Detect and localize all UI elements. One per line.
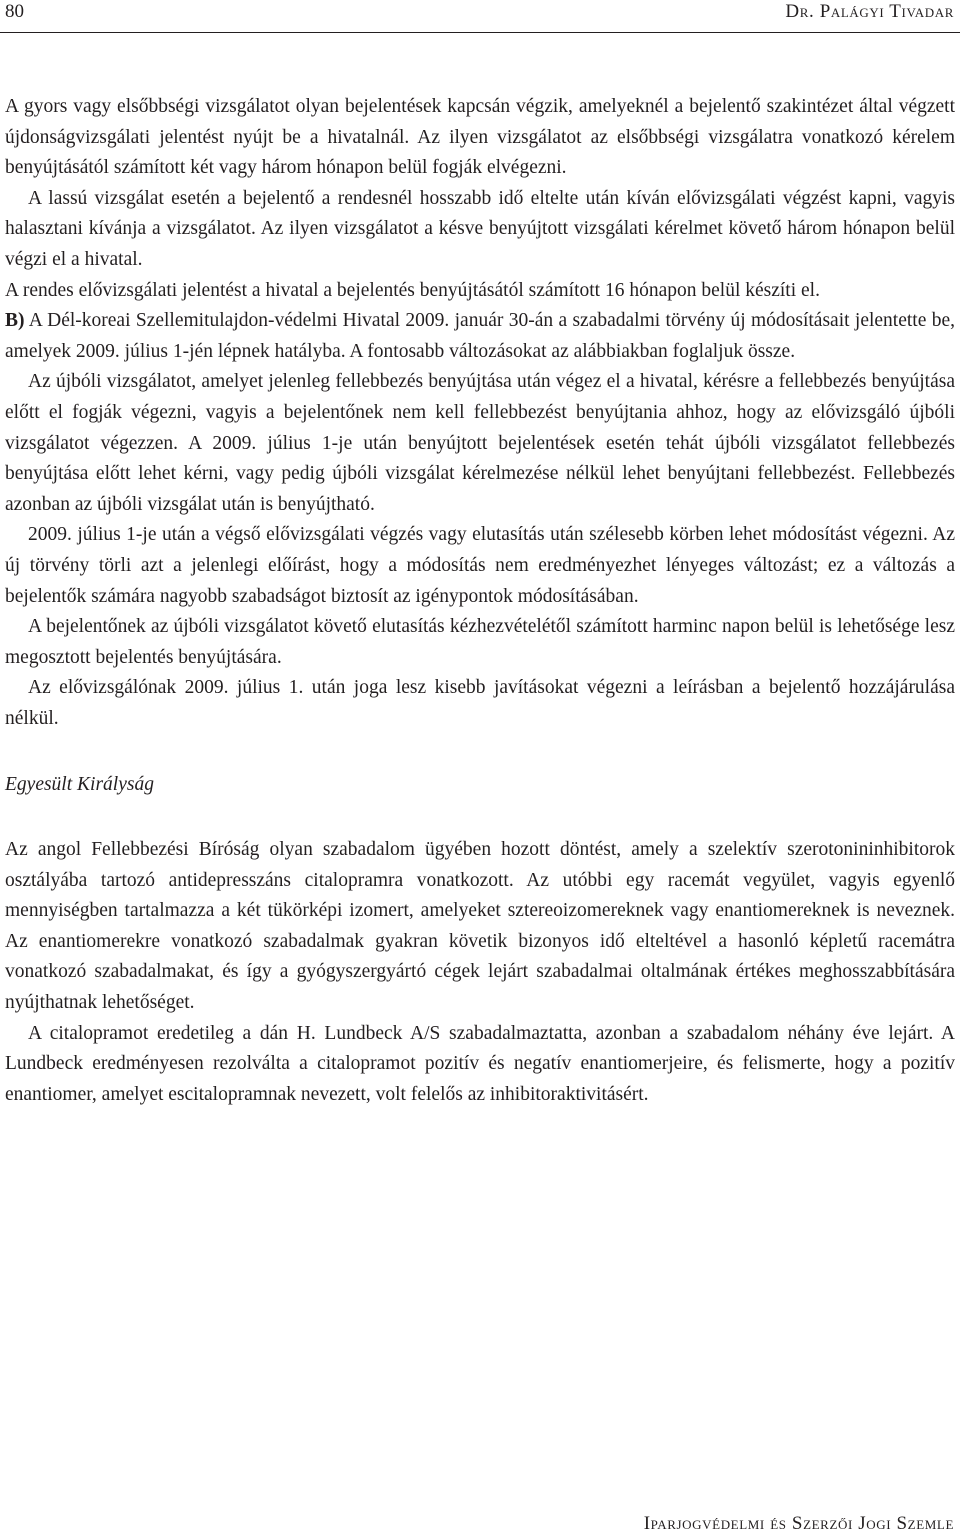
paragraph: A bejelentőnek az újbóli vizsgálatot követő elutasítás kézhezvételétől számított harminc napon belül is lehetősége lesz megosztott bejelentés benyújtására. — [5, 616, 955, 668]
paragraph-text: A Dél-koreai Szellemitulajdon-védelmi Hivatal 2009. január 30-án a szabadalmi törvény új módosításait jelentette be, amelyek 2009. július 1-jén lépnek hatályba. A fontosabb változásokat az alábbiakban foglaljuk össze. — [5, 310, 955, 362]
paragraph: A lassú vizsgálat esetén a bejelentő a rendesnél hosszabb idő eltelte után kíván elővizsgálati végzést kapni, vagyis halasztani kívánja a vizsgálatot. Az ilyen vizsgálatot a késve benyújtott vizsgálati kérelmet követő három hónapon belül végzi el a hivatal. — [5, 187, 955, 270]
header-rule — [0, 32, 960, 33]
paragraph: A citalopramot eredetileg a dán H. Lundbeck A/S szabadalmaztatta, azonban a szabadalom néhány éve lejárt. A Lundbeck eredményesen rezolválta a citalopramot pozitív és negatív enantiomerjeire, és felismerte, hogy a pozitív enantiomer, amelyet escitalopramnak nevezett, volt felelős az inhibitoraktivitásért. — [5, 1022, 955, 1105]
article-body — [5, 92, 955, 1110]
paragraph: A gyors vagy elsőbbségi vizsgálatot olyan bejelentések kapcsán végzik, amelyeknél a bejelentő szakintézet által végzett újdonságvizsgálati jelentést nyújt be a hivatalnál. Az ilyen vizsgálatot az elsőbbségi vizsgálatra vonatkozó kérelem benyújtásától számított két vagy három hónapon belül fogják elvégezni. — [5, 96, 955, 179]
page-header — [0, 0, 960, 28]
paragraph: Az angol Fellebbezési Bíróság olyan szabadalom ügyében hozott döntést, amely a szelektív szerotonininhibitorok osztályába tartozó antidepresszáns citalopramra vonatkozott. Az utóbbi egy racemát vegyület, vagyis egyenlő mennyiségben tartalmazza a két tükörképi izomert, amelyeket sztereoizomereknek vagy enantiomereknek is neveznek. Az enantiomerekre vonatkozó szabadalmak gyakran követik bizonyos idő elteltével a hasonló képletű racemátra vonatkozó szabadalmakat, és így a gyógyszergyártó cégek lejárt szabadalmai oltalmának értékes meghosszabbítására nyújthatnak lehetőséget. — [5, 839, 955, 1014]
paragraph: A rendes elővizsgálati jelentést a hivatal a bejelentés benyújtásától számított 16 hónapon belül készíti el. — [5, 279, 820, 301]
paragraph: 2009. július 1-je után a végső elővizsgálati végzés vagy elutasítás után szélesebb körben lehet módosítást végezni. Az új törvény törli azt a jelenlegi előírást, hogy a módosítás nem eredményezhet lényeges változást; ez a változás a bejelentők számára nagyobb szabadságot biztosít az igénypontok módosításában. — [5, 524, 955, 607]
page-number: 80 — [5, 1, 24, 22]
section-heading: Egyesült Királyság — [5, 774, 154, 796]
paragraph-section-b — [5, 306, 955, 367]
journal-footer: Iparjogvédelmi és Szerzői Jogi Szemle — [643, 1513, 954, 1534]
section-b-label: B) — [5, 310, 25, 332]
running-head-author: Dr. Palágyi Tivadar — [785, 1, 954, 22]
paragraph: Az elővizsgálónak 2009. július 1. után joga lesz kisebb javításokat végezni a leírásban a bejelentő hozzájárulása nélkül. — [5, 677, 955, 729]
paragraph: Az újbóli vizsgálatot, amelyet jelenleg fellebbezés benyújtása után végez el a hivatal, kérésre a fellebbezés benyújtása előtt el fogják végezni, vagyis a bejelentőnek nem kell fellebbezést benyújtania ahhoz, hogy az elővizsgáló újbóli vizsgálatot végezzen. A 2009. július 1-je után benyújtott bejelentések esetén tehát újbóli vizsgálatot fellebbezés benyújtása előtt lehet kérni, vagy pedig újbóli vizsgálat kérelmezése nélkül lehet benyújtani fellebbezést. Fellebbezés azonban az újbóli vizsgálat után is benyújtható. — [5, 371, 955, 515]
